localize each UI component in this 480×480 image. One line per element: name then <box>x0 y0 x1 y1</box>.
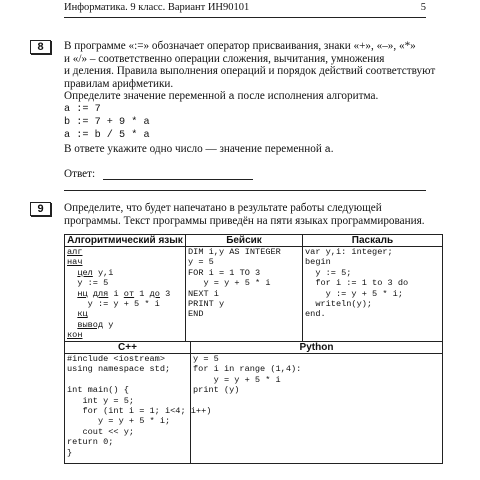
code-line: b := 7 + 9 * a <box>64 117 150 128</box>
question-8-code <box>64 103 150 142</box>
page-number: 5 <box>420 2 426 13</box>
header-python: Python <box>191 342 443 354</box>
code-line: return 0; <box>67 437 114 448</box>
code-line: NEXT i <box>188 288 219 299</box>
code-line: end. <box>305 309 326 320</box>
q8-answer-row <box>64 168 253 180</box>
q8-answer-note-prefix: В ответе укажите одно число — значение переменной <box>64 143 322 155</box>
code-line: a := b / 5 * a <box>64 130 150 141</box>
code-line: y = y + 5 * i <box>188 278 271 289</box>
alg-code-cell <box>65 247 186 342</box>
python-code <box>193 354 442 396</box>
q8-intro-line: и деления. Правила выполнения операций и порядок действий соответствуют <box>64 65 436 78</box>
header-title: Информатика. 9 класс. Вариант ИН90101 <box>64 2 250 13</box>
code-line: вывод у <box>77 319 114 330</box>
code-line: FOR i = 1 TO 3 <box>188 267 261 278</box>
code-line: for i := 1 to 3 do <box>305 278 409 289</box>
code-line: алг <box>67 247 83 257</box>
basic-code-cell <box>186 247 303 342</box>
code-line: DIM i,y AS INTEGER <box>188 247 281 257</box>
alg-keyword: цел <box>77 267 93 278</box>
code-line: нач <box>67 257 83 268</box>
q8-answer-note <box>64 143 442 158</box>
header-pascal: Паскаль <box>303 235 443 247</box>
q9-intro-line: программы. Текст программы приведён на пяти языках программирования. <box>64 214 425 227</box>
code-line <box>67 375 190 385</box>
question-8-intro <box>64 40 442 105</box>
pascal-code <box>305 247 442 320</box>
q8-task-suffix: после исполнения алгоритма. <box>237 90 379 103</box>
header-basic: Бейсик <box>186 235 303 247</box>
q8-answer-note-suffix: . <box>330 143 334 155</box>
code-line: кон <box>67 330 83 341</box>
code-line: int y = 5; <box>67 395 135 406</box>
code-line: y = 5 <box>193 354 219 364</box>
code-line: a := 7 <box>64 104 101 115</box>
code-line: using namespace std; <box>67 364 171 375</box>
code-line: y := y + 5 * i; <box>305 288 403 299</box>
code-line: у := у + 5 * i <box>67 299 160 310</box>
program-table <box>64 234 443 464</box>
code-line: } <box>67 447 73 458</box>
code-line: #include <iostream> <box>67 354 165 364</box>
code-line: int main() { <box>67 385 129 396</box>
answer-label: Ответ: <box>64 168 96 180</box>
question-separator <box>64 190 426 191</box>
code-line: for (int i = 1; i<4; i++) <box>67 406 212 417</box>
basic-code <box>188 247 302 320</box>
header-alg: Алгоритмический язык <box>65 235 186 247</box>
header-rule <box>64 17 426 18</box>
q9-intro-line: Определите, что будет напечатано в результате работы следующей <box>64 202 382 214</box>
q8-intro-line: и «/» – соответственно операции сложения, вычитания, умножения <box>64 52 385 65</box>
q8-intro-line: В программе «:=» обозначает оператор присваивания, знаки «+», «–», «*» <box>64 40 416 52</box>
code-line: PRINT y <box>188 299 225 310</box>
cpp-code <box>67 354 212 458</box>
code-line: у := 5 <box>67 278 109 289</box>
code-line: cout << y; <box>67 426 135 437</box>
q8-intro-line: правилам арифметики. <box>64 77 174 90</box>
answer-field[interactable] <box>103 169 253 180</box>
question-8-number: 8 <box>30 40 51 54</box>
code-line: END <box>188 309 204 320</box>
code-line: y = y + 5 * i; <box>67 416 171 427</box>
q8-answer-note-var: a <box>324 145 331 156</box>
code-line: print (y) <box>193 385 240 396</box>
code-line: y := 5; <box>305 267 352 278</box>
code-line: y = 5 <box>188 257 214 268</box>
code-line: for i in range (1,4): <box>193 364 302 375</box>
alg-code <box>67 247 185 341</box>
code-line: writeln(y); <box>305 299 373 310</box>
python-code-cell <box>191 354 443 464</box>
code-line: цел у,i <box>77 267 114 278</box>
code-line: begin <box>305 257 331 268</box>
q8-task-prefix: Определите значение переменной <box>64 90 226 103</box>
code-line: кц <box>77 309 88 320</box>
code-line: y = y + 5 * i <box>193 374 281 385</box>
header-cpp: C++ <box>65 342 191 354</box>
code-line: var y,i: integer; <box>305 247 393 257</box>
q8-task-var: a <box>228 92 235 104</box>
question-9-intro <box>64 202 442 227</box>
question-9-number: 9 <box>30 202 51 216</box>
code-line: нц для i от 1 до 3 <box>77 288 171 299</box>
pascal-code-cell <box>303 247 443 342</box>
cpp-code-cell <box>65 354 212 464</box>
